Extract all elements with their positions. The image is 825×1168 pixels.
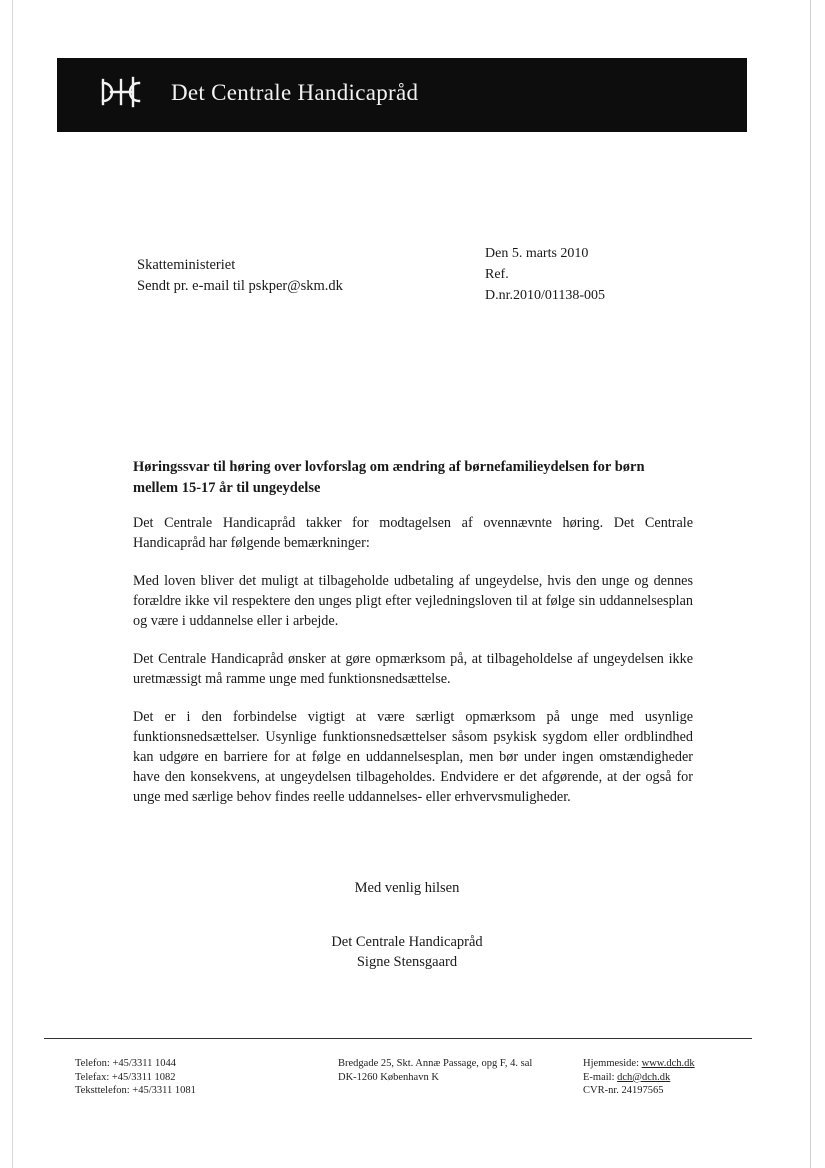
recipient-name: Skatteministeriet: [137, 257, 236, 273]
letter-subject: Høringssvar til høring over lovforslag om ændring af børnefamilieydelsen for børn mellem 15-17 år til ungeydelse: [133, 459, 645, 496]
footer-textphone: Teksttelefon: +45/3311 1081: [75, 1085, 196, 1096]
letter-case-number: D.nr.2010/01138-005: [485, 288, 606, 303]
footer-phone: Telefon: +45/3311 1044: [75, 1058, 177, 1069]
body-paragraph: Det Centrale Handicapråd takker for modtagelsen af ovennævnte høring. Det Centrale Handicapråd har følgende bemærkninger:: [133, 515, 693, 551]
scan-edge-right: [810, 0, 811, 1168]
body-paragraph: Med loven bliver det muligt at tilbageholde udbetaling af ungeydelse, hvis den unge og dennes forældre ikke vil respektere den unges pligt efter vejledningsloven til at følge sin uddannelsesplan og være i uddannelse eller i arbejde.: [133, 573, 693, 629]
footer-cvr: CVR-nr. 24197565: [583, 1085, 664, 1096]
signature-gap: [272, 898, 542, 932]
dch-logo-icon: [99, 74, 143, 110]
footer-address-line1: Bredgade 25, Skt. Annæ Passage, opg F, 4. sal: [338, 1058, 533, 1069]
footer-homepage-link[interactable]: www.dch.dk: [641, 1058, 695, 1069]
footer-email-link[interactable]: dch@dch.dk: [617, 1071, 671, 1083]
letter-date: Den 5. marts 2010: [485, 246, 589, 261]
footer-contact-numbers: [75, 1057, 196, 1098]
closing-signer: Signe Stensgaard: [356, 954, 458, 970]
body-paragraph: Det er i den forbindelse vigtigt at være særligt opmærksom på unge med usynlige funktionsnedsættelser. Usynlige funktionsnedsættelser såsom psykisk sygdom eller ordblindhed kan udgøre en barriere for at følge en uddannelsesplan, men bør under ingen omstændigheder have den konsekvens, at ungeydelsen tilbageholdes. Endvidere er det afgørende, at der også for unge med særlige behov findes reelle uddannelses- eller erhvervsmuligheder.: [133, 709, 693, 805]
scan-edge-left: [12, 0, 13, 1168]
letter-meta-block: [485, 243, 605, 306]
footer-homepage-label: Hjemmeside:: [583, 1058, 642, 1069]
body-paragraph: Det Centrale Handicapråd ønsker at gøre opmærksom på, at tilbageholdelse af ungeydelsen ikke uretmæssigt må ramme unge med funktionsnedsættelse.: [133, 651, 693, 687]
footer-address-line2: DK-1260 København K: [338, 1071, 439, 1083]
recipient-sent-via: Sendt pr. e-mail til pskper@skm.dk: [137, 278, 343, 294]
closing-greeting: Med venlig hilsen: [354, 880, 460, 896]
letter-body: [133, 513, 693, 825]
footer-address: [338, 1057, 532, 1084]
letterhead-org-name: Det Centrale Handicapråd: [171, 80, 419, 105]
footer-fax: Telefax: +45/3311 1082: [75, 1071, 176, 1083]
footer-web-info: [583, 1057, 695, 1098]
letter-ref: Ref.: [485, 267, 509, 282]
recipient-block: [137, 255, 343, 297]
footer-divider: [44, 1038, 752, 1039]
footer-email-label: E-mail:: [583, 1071, 618, 1083]
letterhead-banner: [57, 58, 747, 132]
footer-email-row: [583, 1071, 695, 1085]
footer-homepage-row: [583, 1057, 695, 1071]
closing-block: [272, 878, 542, 972]
closing-org: Det Centrale Handicapråd: [331, 934, 483, 950]
